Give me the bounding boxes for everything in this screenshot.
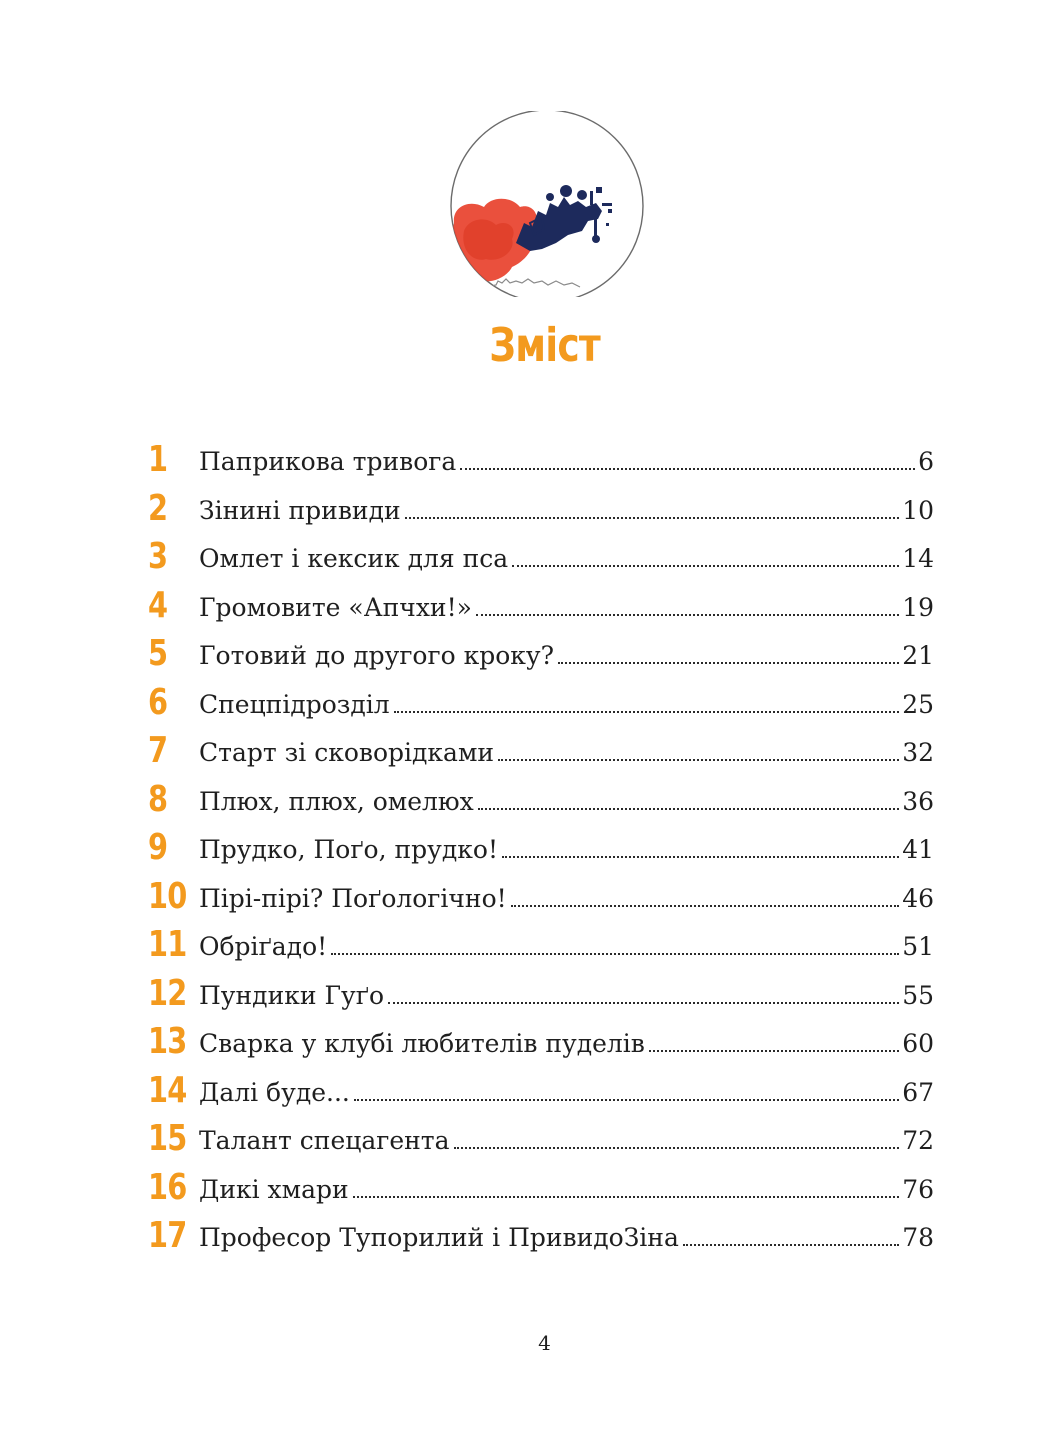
- chapter-number: 7: [148, 730, 168, 771]
- toc-entry-line: [199, 738, 934, 768]
- toc-entry[interactable]: [148, 1020, 934, 1069]
- chapter-page-number: 19: [902, 592, 934, 622]
- chapter-number: 4: [148, 584, 168, 626]
- toc-entry[interactable]: [148, 923, 934, 972]
- toc-entry-line: [199, 593, 934, 623]
- chapter-number: 12: [148, 972, 187, 1014]
- toc-entry[interactable]: [148, 1069, 934, 1118]
- chapter-page-number: 55: [902, 980, 934, 1010]
- toc-entry-line: [199, 981, 934, 1011]
- chapter-title: Омлет і кексик для пса: [199, 544, 512, 574]
- chapter-title: Пірі-пірі? Поґологічно!: [199, 884, 511, 914]
- toc-entry-line: [199, 1175, 934, 1205]
- chapter-number: 13: [148, 1021, 187, 1062]
- dot-leader: [498, 758, 899, 761]
- toc-entry-line: [199, 1078, 934, 1108]
- dot-leader: [502, 855, 899, 858]
- chapter-title: Спецпідрозділ: [199, 690, 394, 720]
- chapter-page-number: 25: [902, 689, 934, 719]
- chapter-title: Плюх, плюх, омелюх: [199, 787, 478, 817]
- chapter-title: Паприкова тривога: [199, 447, 460, 477]
- chapter-page-number: 21: [902, 641, 934, 670]
- toc-entry-line: [199, 690, 934, 720]
- dot-leader: [478, 807, 899, 810]
- toc-entry-line: [199, 544, 934, 574]
- chapter-number: 10: [148, 875, 187, 917]
- toc-entry[interactable]: [148, 875, 934, 924]
- chapter-page-number: 76: [902, 1174, 934, 1204]
- chapter-title: Пундики Гуґо: [199, 981, 388, 1011]
- dot-leader: [394, 710, 900, 713]
- chapter-page-number: 46: [902, 883, 934, 913]
- toc-entry[interactable]: [148, 826, 934, 875]
- chapter-number: 3: [148, 536, 168, 577]
- dot-leader: [353, 1195, 900, 1198]
- dot-leader: [511, 904, 899, 907]
- toc-entry[interactable]: [148, 1166, 934, 1215]
- dot-leader: [454, 1146, 900, 1149]
- chapter-title: Готовий до другого кроку?: [199, 641, 558, 671]
- chapter-title: Професор Тупорилий і ПривидоЗіна: [199, 1223, 683, 1253]
- toc-entry[interactable]: [148, 632, 934, 681]
- toc-entry-line: [199, 835, 934, 865]
- dot-leader: [405, 516, 900, 519]
- dot-leader: [558, 661, 899, 664]
- chapter-title: Зінині привиди: [199, 496, 405, 526]
- dot-leader: [388, 1001, 899, 1004]
- chapter-title: Сварка у клубі любителів пуделів: [199, 1029, 649, 1059]
- dot-leader: [354, 1098, 899, 1101]
- chapter-number: 15: [148, 1118, 187, 1159]
- toc-entry[interactable]: [148, 584, 934, 633]
- chapter-page-number: 72: [902, 1126, 934, 1155]
- toc-entry-line: [199, 1029, 934, 1059]
- toc-entry[interactable]: [148, 778, 934, 827]
- toc-entry-line: [199, 1223, 934, 1253]
- toc-entry[interactable]: [148, 1117, 934, 1166]
- chapter-title: Дикі хмари: [199, 1175, 353, 1205]
- toc-entry[interactable]: [148, 1214, 934, 1263]
- chapter-title: Далі буде...: [199, 1078, 354, 1108]
- chapter-page-number: 6: [918, 447, 934, 476]
- page-number: 4: [538, 1331, 551, 1355]
- toc-entry-line: [199, 1126, 934, 1156]
- chapter-page-number: 78: [902, 1223, 934, 1252]
- chapter-page-number: 32: [902, 738, 934, 767]
- chapter-page-number: 60: [902, 1029, 934, 1058]
- chapter-number: 9: [148, 827, 168, 868]
- chapter-illustration: [446, 111, 648, 297]
- chapter-number: 5: [148, 633, 168, 674]
- chapter-number: 8: [148, 778, 168, 820]
- toc-entry-line: [199, 787, 934, 817]
- toc-entry-line: [199, 884, 934, 914]
- chapter-number: 6: [148, 681, 168, 723]
- chapter-title: Прудко, Поґо, прудко!: [199, 835, 502, 865]
- dot-leader: [331, 952, 899, 955]
- chapter-number: 2: [148, 487, 168, 529]
- toc-entry[interactable]: [148, 535, 934, 584]
- dot-leader: [512, 564, 899, 567]
- toc-entry[interactable]: [148, 729, 934, 778]
- chapter-page-number: 10: [902, 495, 934, 525]
- dot-leader: [460, 467, 915, 470]
- dot-leader: [476, 613, 899, 616]
- chapter-page-number: 14: [902, 544, 934, 573]
- chapter-page-number: 67: [902, 1077, 934, 1107]
- chapter-number: 14: [148, 1069, 187, 1111]
- toc-entry-line: [199, 932, 934, 962]
- toc-title: Зміст: [489, 318, 600, 372]
- town-skyline: [486, 279, 580, 287]
- chapter-title: Талант спецагента: [199, 1126, 454, 1156]
- chapter-number: 17: [148, 1215, 187, 1256]
- toc-entry[interactable]: [148, 438, 934, 487]
- toc-entry-line: [199, 641, 934, 671]
- chapter-number: 16: [148, 1166, 187, 1208]
- toc-entry[interactable]: [148, 972, 934, 1021]
- toc-entry[interactable]: [148, 487, 934, 536]
- chapter-page-number: 41: [902, 835, 934, 864]
- toc-entry-line: [199, 447, 934, 477]
- toc-entry-line: [199, 496, 934, 526]
- dot-leader: [649, 1049, 899, 1052]
- chapter-page-number: 51: [902, 932, 934, 961]
- dot-leader: [683, 1243, 899, 1246]
- toc-entry[interactable]: [148, 681, 934, 730]
- chapter-number: 11: [148, 924, 187, 965]
- chapter-number: 1: [148, 439, 168, 480]
- chapter-title: Старт зі сковорідками: [199, 738, 498, 768]
- table-of-contents: [148, 438, 934, 1263]
- chapter-title: Громовите «Апчхи!»: [199, 593, 476, 623]
- chapter-title: Обріґадо!: [199, 932, 331, 962]
- chapter-page-number: 36: [902, 786, 934, 816]
